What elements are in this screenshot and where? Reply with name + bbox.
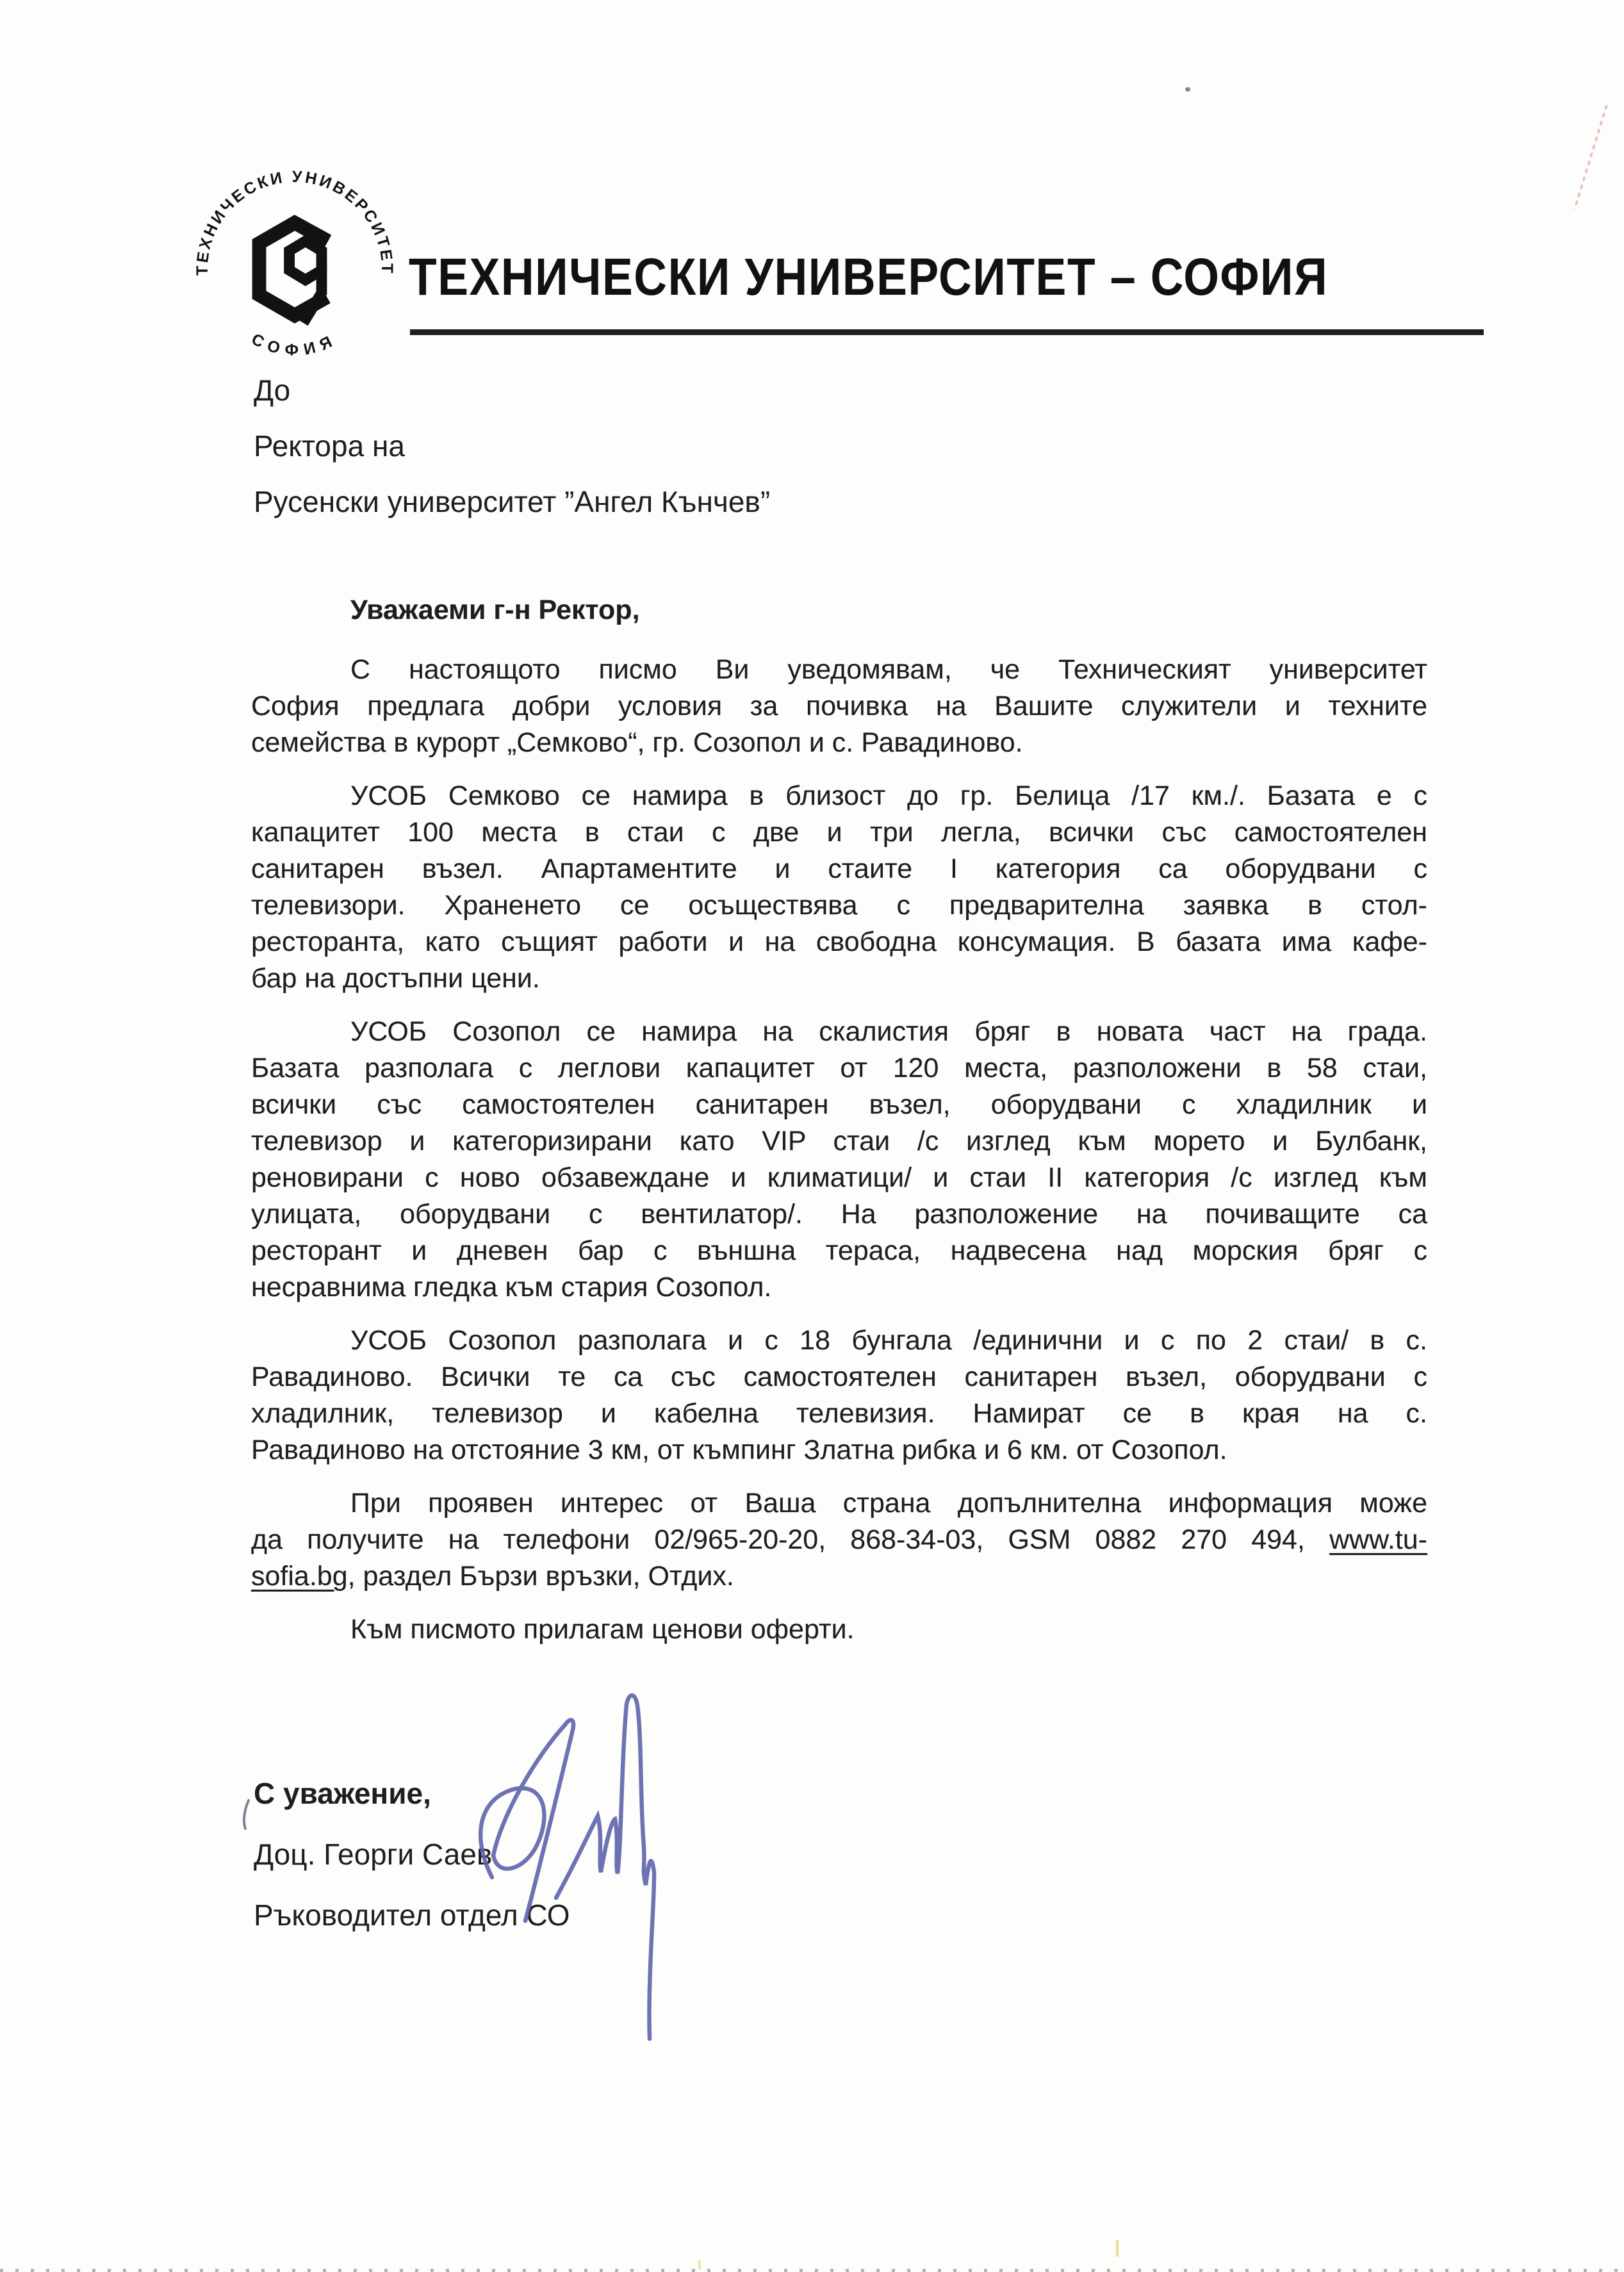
text-segment: бар на достъпни цени. xyxy=(251,963,540,994)
text-segment: ресторанта, като същият работи и на свободна консумация. В базата има кафе- xyxy=(251,926,1427,957)
salutation: Уважаеми г-н Ректор, xyxy=(350,595,640,625)
letter-line xyxy=(251,725,1427,761)
pen-tick-artifact xyxy=(240,1798,254,1831)
scan-speck xyxy=(1116,2240,1119,2257)
text-segment: УСОБ Семково се намира в близост до гр. Белица /17 км./. Базата е с xyxy=(350,780,1427,811)
letter-line xyxy=(251,1014,1427,1050)
letter-line xyxy=(251,960,1427,997)
scanner-edge-artifact xyxy=(0,2269,1624,2272)
letter-line xyxy=(251,1432,1427,1469)
tu-sofia-logo xyxy=(187,161,402,377)
logo-hexagon-emblem xyxy=(259,223,329,323)
header-divider xyxy=(410,329,1484,335)
letter-line xyxy=(251,688,1427,725)
letter-line xyxy=(251,1123,1427,1160)
letter-line xyxy=(251,887,1427,924)
scan-dot-artifact xyxy=(1185,87,1190,92)
letter-body xyxy=(251,592,1427,1665)
text-segment: хладилник, телевизор и кабелна телевизия. Намират се в края на с. xyxy=(251,1398,1427,1429)
scan-scratch-artifact xyxy=(1561,96,1614,218)
letter-line xyxy=(251,1087,1427,1123)
text-segment: несравнима гледка към стария Созопол. xyxy=(251,1272,772,1303)
letter-line xyxy=(251,1233,1427,1269)
text-segment: Към писмото прилагам ценови оферти. xyxy=(350,1614,855,1645)
letter-line xyxy=(251,814,1427,851)
signer-name: Доц. Георги Саев xyxy=(254,1838,493,1871)
svg-text:СОФИЯ xyxy=(249,330,341,359)
letter-line xyxy=(251,1196,1427,1233)
letter-line xyxy=(251,1160,1427,1196)
signer-title: Ръководител отдел СО xyxy=(254,1898,570,1932)
closing-regards: С уважение, xyxy=(254,1777,431,1810)
text-segment: санитарен възел. Апартаментите и стаите I категория са оборудвани с xyxy=(251,853,1427,884)
text-segment: реновирани с ново обзавеждане и климатици/ и стаи II категория /с изглед към xyxy=(251,1162,1427,1193)
text-segment: да получите на телефони 02/965-20-20, 868-34-03, GSM 0882 270 494, xyxy=(251,1524,1330,1555)
text-segment: ресторант и дневен бар с външна тераса, надвесена над морския бряг с xyxy=(251,1235,1427,1266)
recipient-line: Русенски университет ”Ангел Кънчев” xyxy=(254,485,771,518)
letter-line xyxy=(251,1558,1427,1595)
text-segment: улицата, оборудвани с вентилатор/. На разположение на почиващите са xyxy=(251,1199,1427,1230)
letter-paragraph xyxy=(251,778,1427,997)
closing-block xyxy=(254,1776,570,1959)
letter-line xyxy=(251,1050,1427,1087)
letter-paragraph xyxy=(251,1014,1427,1306)
letter-line xyxy=(251,1522,1427,1558)
website-link-text[interactable]: www.tu- xyxy=(1329,1524,1427,1555)
page-title: ТЕХНИЧЕСКИ УНИВЕРСИТЕТ – СОФИЯ xyxy=(409,248,1329,306)
text-segment: семейства в курорт „Семково“, гр. Созопол и с. Равадиново. xyxy=(251,727,1023,758)
recipient-line: Ректора на xyxy=(254,429,405,463)
letter-line xyxy=(251,1269,1427,1306)
text-segment: Базата разполага с леглови капацитет от 120 места, разположени в 58 стаи, xyxy=(251,1053,1427,1083)
text-segment: всички със самостоятелен санитарен възел, оборудвани с хладилник и xyxy=(251,1089,1427,1120)
letter-line xyxy=(251,1395,1427,1432)
letter-line xyxy=(251,1485,1427,1522)
text-segment: Равадиново на отстояние 3 км, от къмпинг Златна рибка и 6 км. от Созопол. xyxy=(251,1435,1227,1465)
letter-paragraph xyxy=(251,1485,1427,1595)
logo-ring-text-top: ТЕХНИЧЕСКИ УНИВЕРСИТЕТ xyxy=(193,167,397,276)
text-segment: телевизор и категоризирани като VIP стаи /с изглед към морето и Булбанк, xyxy=(251,1126,1427,1157)
letter-line xyxy=(251,652,1427,688)
text-segment: телевизори. Храненето се осъществява с предварителна заявка в стол- xyxy=(251,890,1427,921)
text-segment: С настоящото писмо Ви уведомявам, че Техническият университет xyxy=(350,654,1427,685)
letter-line xyxy=(251,1322,1427,1359)
letter-paragraph xyxy=(251,1611,1427,1648)
letter-line xyxy=(251,924,1427,960)
text-segment: УСОБ Созопол разполага и с 18 бунгала /единични и с по 2 стаи/ в с. xyxy=(350,1325,1427,1356)
text-segment: Равадиново. Всички те са със самостоятелен санитарен възел, оборудвани с xyxy=(251,1362,1427,1392)
letter-paragraph xyxy=(251,1322,1427,1469)
letter-line xyxy=(251,1611,1427,1648)
scan-speck xyxy=(698,2260,701,2269)
text-segment: капацитет 100 места в стаи с две и три легла, всички със самостоятелен xyxy=(251,817,1427,848)
logo-ring-text-bottom: СОФИЯ xyxy=(249,330,341,359)
text-segment: При проявен интерес от Ваша страна допълнителна информация може xyxy=(350,1488,1427,1519)
letter-paragraph xyxy=(251,652,1427,761)
letter-line xyxy=(251,1359,1427,1395)
text-segment: УСОБ Созопол се намира на скалистия бряг в новата част на града. xyxy=(350,1016,1427,1047)
website-link-text[interactable]: sofia.bg xyxy=(251,1561,348,1592)
text-segment: София предлага добри условия за почивка на Вашите служители и техните xyxy=(251,691,1427,721)
letter-line xyxy=(251,851,1427,887)
recipient-line: До xyxy=(254,374,291,407)
letter-line xyxy=(251,778,1427,814)
recipient-block xyxy=(254,363,770,530)
text-segment: , раздел Бързи връзки, Отдих. xyxy=(347,1561,734,1592)
